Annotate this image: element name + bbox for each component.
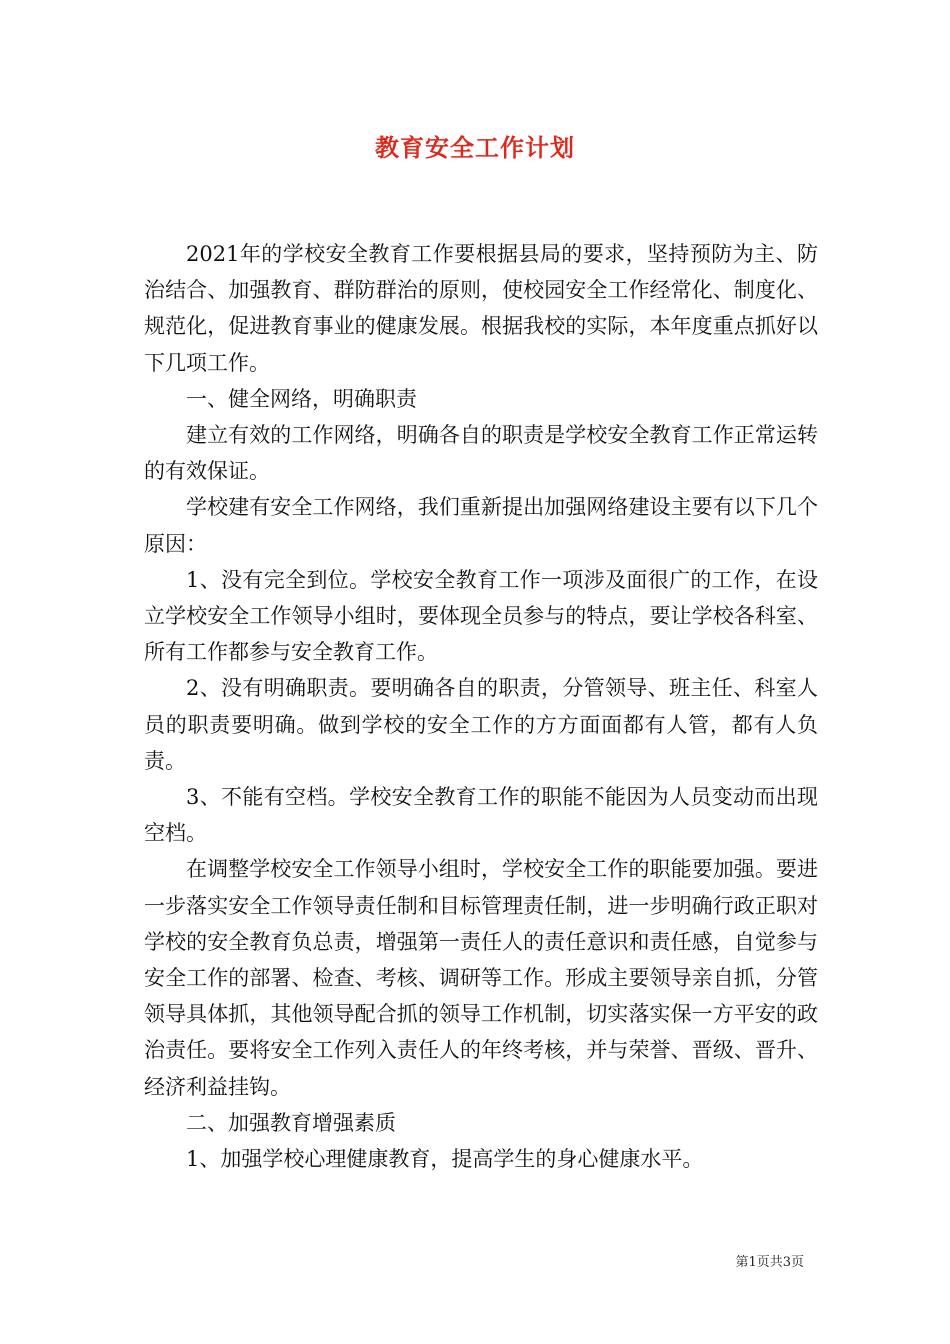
- document-body: [144, 236, 818, 1177]
- paragraph-intro: 2021年的学校安全教育工作要根据县局的要求，坚持预防为主、防治结合、加强教育、群防群治的原则，使校园安全工作经常化、制度化、规范化，促进教育事业的健康发展。根据我校的实际，本年度重点抓好以下几项工作。: [144, 242, 818, 375]
- list-item: 3、不能有空档。学校安全教育工作的职能不能因为人员变动而出现空档。: [144, 785, 818, 846]
- paragraph: 学校建有安全工作网络，我们重新提出加强网络建设主要有以下几个原因：: [144, 495, 818, 556]
- list-item: 1、加强学校心理健康教育，提高学生的身心健康水平。: [186, 1147, 704, 1172]
- list-item: 1、没有完全到位。学校安全教育工作一项涉及面很广的工作，在设立学校安全工作领导小组时，要体现全员参与的特点，要让学校各科室、所有工作都参与安全教育工作。: [144, 567, 818, 665]
- list-item: 2、没有明确职责。要明确各自的职责，分管领导、班主任、科室人员的职责要明确。做到学校的安全工作的方方面面都有人管，都有人负责。: [144, 676, 818, 773]
- paragraph: 建立有效的工作网络，明确各自的职责是学校安全教育工作正常运转的有效保证。: [144, 423, 818, 484]
- document-title: 教育安全工作计划: [375, 133, 575, 162]
- section-heading-2: 二、加强教育增强素质: [186, 1110, 396, 1135]
- section-heading-1: 一、健全网络，明确职责: [186, 386, 417, 411]
- paragraph: 在调整学校安全工作领导小组时，学校安全工作的职能要加强。要进一步落实安全工作领导责任制和目标管理责任制，进一步明确行政正职对学校的安全教育负总责，增强第一责任人的责任意识和责任感，自觉参与安全工作的部署、检查、考核、调研等工作。形成主要领导亲自抓，分管领导具体抓，其他领导配合抓的领导工作机制，切实落实保一方平安的政治责任。要将安全工作列入责任人的年终考核，并与荣誉、晋级、晋升、经济利益挂钩。: [144, 857, 818, 1099]
- page-number: 第1页共3页: [735, 1255, 804, 1270]
